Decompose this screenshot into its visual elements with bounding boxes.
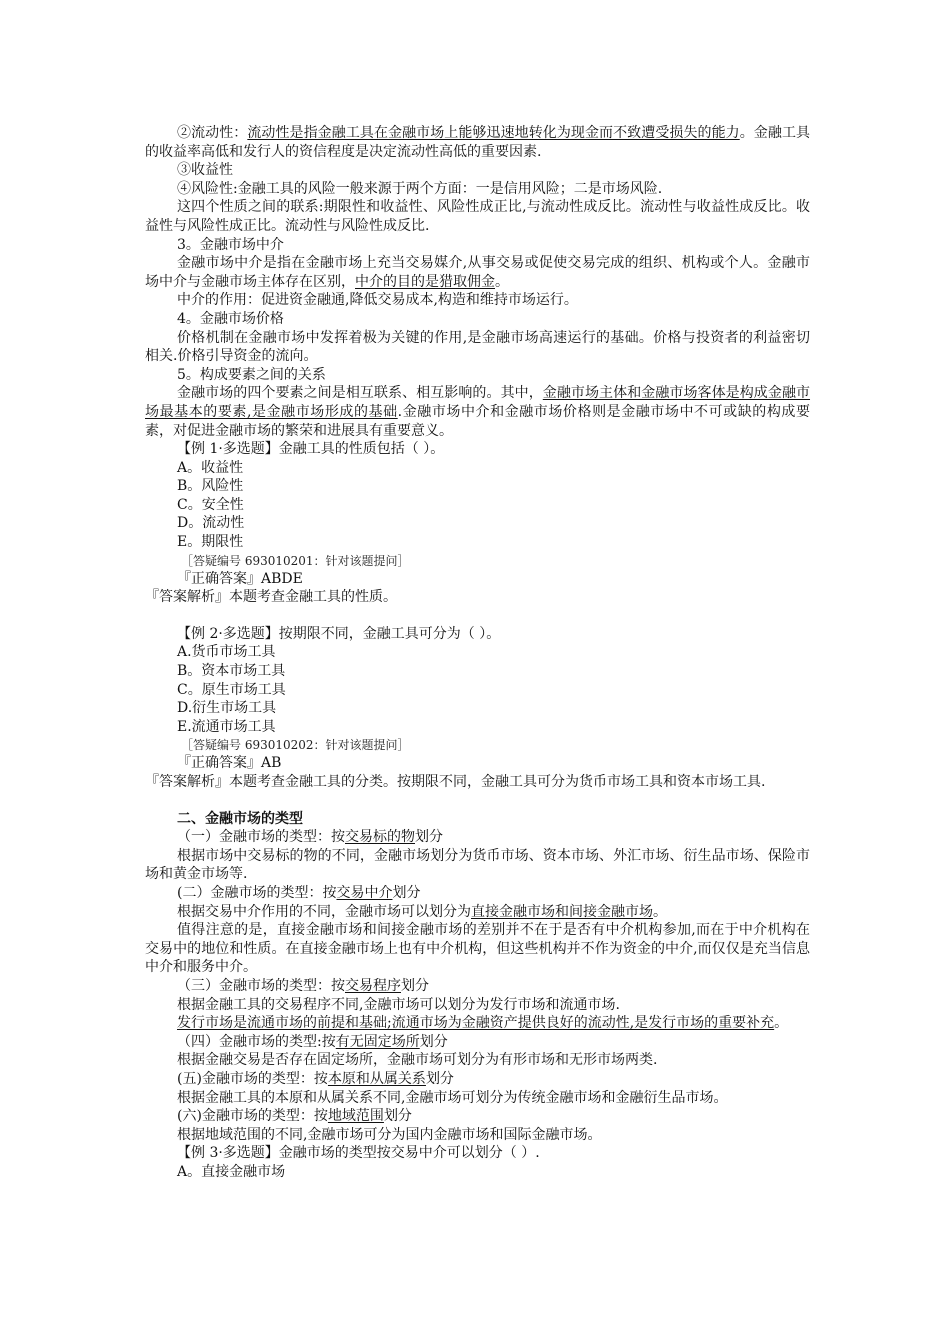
subheading-2 [145, 884, 810, 903]
text: 划分 [383, 1108, 412, 1125]
paragraph-4: 根据金融交易是否存在固定场所，金融市场可划分为有形市场和无形市场两类. [177, 1052, 658, 1069]
example-2-option-b: B。资本市场工具 [177, 663, 286, 680]
underlined-text: 中介的目的是猎取佣金 [355, 273, 495, 290]
text: （三）金融市场的类型：按 [177, 977, 345, 994]
item-profitability: ③收益性 [177, 162, 233, 179]
text: 划分 [425, 1070, 454, 1087]
spacer [145, 607, 810, 625]
example-1-option-c: C。安全性 [177, 496, 244, 513]
subheading-3 [145, 977, 810, 996]
underlined-text: 交易程序 [345, 977, 401, 994]
subheading-6 [145, 1107, 810, 1126]
text: （一）金融市场的类型：按 [177, 829, 345, 846]
text: （四）金融市场的类型:按 [177, 1033, 336, 1050]
text: 划分 [415, 829, 443, 846]
example-2-option-e: E.流通市场工具 [177, 718, 276, 735]
paragraph-intermediary [145, 254, 810, 291]
paragraph-6: 根据地域范围的不同,金融市场可分为国内金融市场和国际金融市场。 [177, 1126, 602, 1143]
paragraph-relations: 这四个性质之间的联系:期限性和收益性、风险性成正比,与流动性成反比。流动性与收益性成反比。收益性与风险性成正比。流动性与风险性成反比. [145, 199, 810, 234]
text: 划分 [392, 884, 421, 901]
example-2-option-a: A.货币市场工具 [177, 644, 276, 661]
example-1-option-b: B。风险性 [177, 478, 244, 495]
example-2-explanation: 『答案解析』本题考查金融工具的分类。按期限不同，金融工具可分为货币市场工具和资本市场工具. [145, 774, 766, 790]
paragraph-intermediary-role: 中介的作用：促进资金融通,降低交易成本,构造和维持市场运行。 [177, 292, 578, 309]
text: 划分 [401, 977, 429, 994]
text: .金融市场中介和金融市场价格则是金融市场中不可或缺的构成要素，对促进金融市场的繁荣和进展具有重要意义。 [145, 403, 811, 439]
example-2-question-link[interactable]: ［答疑编号 693010202：针对该题提问］ [181, 738, 410, 753]
underlined-text: 直接金融市场和间接金融市场 [471, 903, 653, 920]
example-1-option-a: A。收益性 [177, 459, 244, 476]
example-3-question: 【例 3·多选题】金融市场的类型按交易中介可以划分（ ）. [177, 1145, 540, 1162]
heading-relations: 5。构成要素之间的关系 [177, 366, 326, 383]
text: 金融市场中介是指在金融市场上充当交易媒介,从事交易或促使交易完成的组织、机构或个人。金融市场中介与金融市场主体存在区别， [145, 255, 810, 290]
text: 。 [774, 1015, 789, 1032]
example-1-answer: 『正确答案』ABDE [177, 570, 303, 587]
example-2-answer: 『正确答案』AB [177, 755, 282, 772]
paragraph-liquidity [145, 124, 810, 161]
paragraph-2a [145, 903, 810, 922]
example-1-question-link[interactable]: ［答疑编号 693010201：针对该题提问］ [181, 553, 410, 568]
heading-price: 4。金融市场价格 [177, 310, 284, 327]
document-page [145, 124, 810, 1181]
paragraph-1: 根据市场中交易标的物的不同，金融市场划分为货币市场、资本市场、外汇市场、衍生品市场、保险市场和黄金市场等. [145, 847, 810, 883]
text: (二）金融市场的类型：按 [177, 884, 337, 901]
underlined-text: 金融市场主体和金融市场客体是构成金融市场最基本的要素,是金融市场形成的基础 [145, 385, 811, 420]
text: (五)金融市场的类型：按 [177, 1070, 328, 1087]
section-heading: 二、金融市场的类型 [177, 810, 303, 827]
underlined-text: 发行市场是流通市场的前提和基础;流通市场为金融资产提供良好的流动性,是发行市场的重要补充 [177, 1015, 775, 1032]
underlined-text: 有无固定场所 [335, 1033, 420, 1050]
paragraph-price: 价格机制在金融市场中发挥着极为关键的作用,是金融市场高速运行的基础。价格与投资者的利益密切相关.价格引导资金的流向。 [145, 329, 810, 365]
example-1-option-e: E。期限性 [177, 534, 244, 551]
paragraph-3b [145, 1014, 810, 1033]
underlined-text: 地域范围 [327, 1108, 384, 1125]
text: 。 [495, 273, 509, 290]
example-2-option-c: C。原生市场工具 [177, 681, 286, 698]
subheading-1 [145, 828, 810, 847]
subheading-5 [145, 1070, 810, 1089]
paragraph-2b: 值得注意的是，直接金融市场和间接金融市场的差别并不在于是否有中介机构参加,而在于中介机构在交易中的地位和性质。在直接金融市场上也有中介机构，但这些机构并不作为资金的中介,而仅仅是充当信息中介和服务中介。 [145, 922, 810, 976]
heading-intermediary: 3。金融市场中介 [177, 236, 284, 253]
paragraph-elements [145, 384, 810, 440]
example-3-option-a: A。直接金融市场 [177, 1163, 286, 1180]
example-1-question: 【例 1·多选题】金融工具的性质包括（ ）。 [177, 441, 445, 458]
paragraph-3a: 根据金融工具的交易程序不同,金融市场可以划分为发行市场和流通市场. [177, 996, 620, 1013]
text: 根据交易中介作用的不同，金融市场可以划分为 [177, 903, 471, 920]
example-2-question: 【例 2·多选题】按期限不同，金融工具可分为（ ）。 [177, 625, 501, 642]
text: 。金融工具的收益率高低和发行人的资信程度是决定流动性高低的重要因素. [145, 125, 811, 160]
text: 划分 [419, 1033, 448, 1050]
underlined-text: 流动性是指金融工具在金融市场上能够迅速地转化为现金而不致遭受损失的能力 [247, 125, 740, 141]
underlined-text: 交易中介 [336, 884, 393, 901]
example-1-explanation: 『答案解析』本题考查金融工具的性质。 [145, 589, 397, 606]
paragraph-5: 根据金融工具的本原和从属关系不同,金融市场可划分为传统金融市场和金融衍生品市场。 [177, 1089, 728, 1106]
example-2-option-d: D.衍生市场工具 [177, 700, 277, 717]
text: ②流动性： [177, 125, 248, 141]
text: 金融市场的四个要素之间是相互联系、相互影响的。其中， [177, 385, 543, 402]
underlined-text: 交易标的物 [345, 829, 415, 846]
subheading-4 [145, 1033, 810, 1052]
example-1-option-d: D。流动性 [177, 515, 245, 532]
underlined-text: 本原和从属关系 [327, 1070, 426, 1087]
text: 。 [653, 903, 667, 920]
spacer [145, 792, 810, 810]
text: (六)金融市场的类型：按 [177, 1108, 328, 1125]
item-risk: ④风险性:金融工具的风险一般来源于两个方面：一是信用风险；二是市场风险. [177, 180, 663, 197]
